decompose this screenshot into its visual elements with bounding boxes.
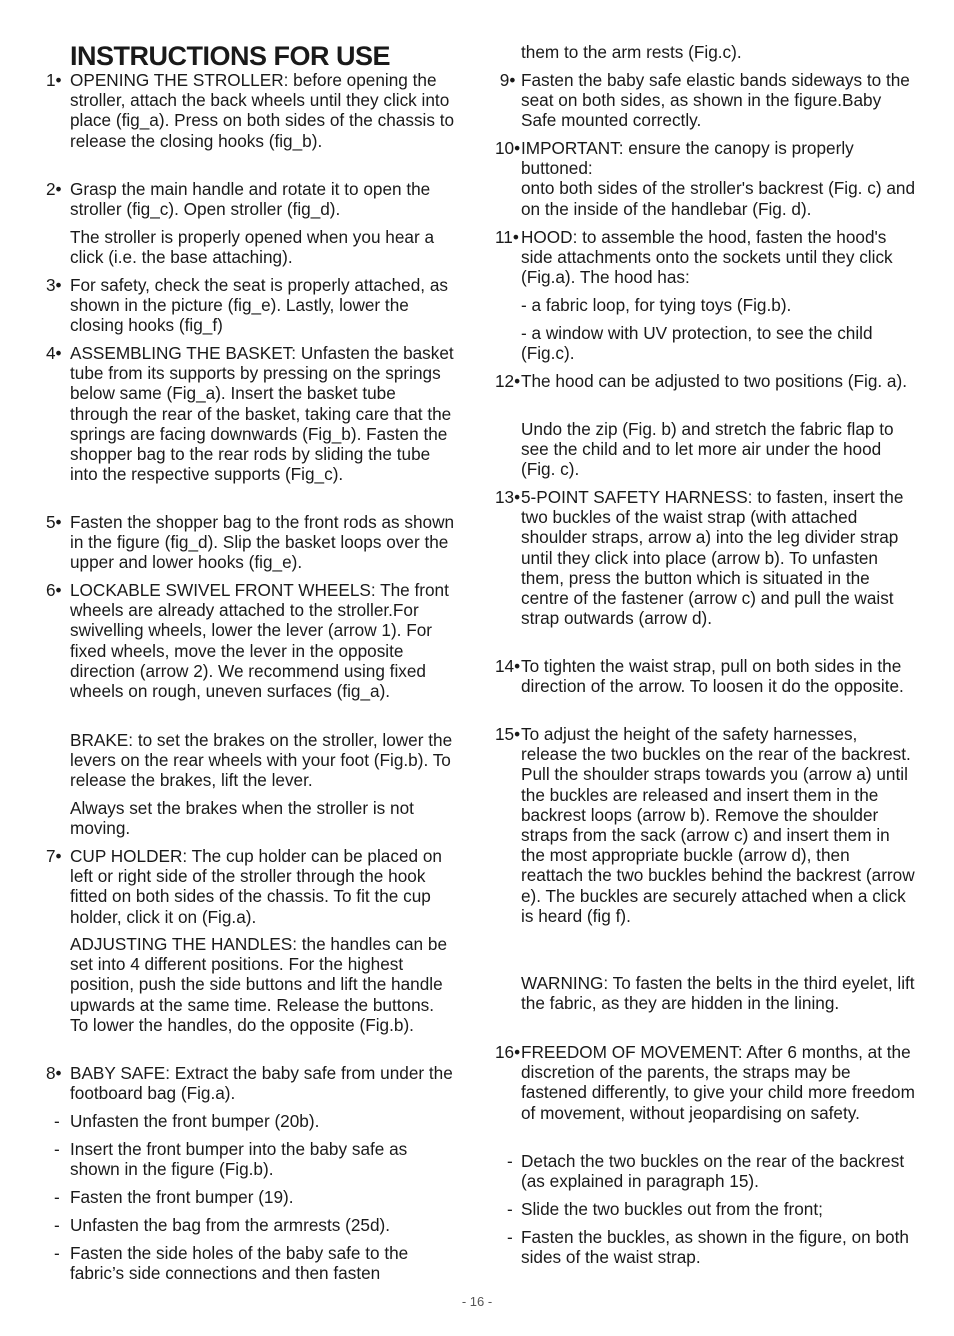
item-paragraph: them to the arm rests (Fig.c). xyxy=(521,42,742,62)
list-item-9 xyxy=(495,70,915,131)
list-item-7 xyxy=(46,846,456,927)
dash-bullet: - xyxy=(54,1243,60,1263)
item-text: To adjust the height of the safety harnesses, release the two buckles on the rear of the backrest. xyxy=(521,724,911,765)
dash-bullet: - xyxy=(54,1215,60,1235)
item-number: 6• xyxy=(46,580,62,600)
item-text: ASSEMBLING THE BASKET: Unfasten the basket tube from its supports by pressing on the springs below same (Fig_a). Insert the basket tube through the rear of the basket, taking care that the springs are facing downwards (Fig_b). Fasten the shopper bag to the rear rods by sliding the tube into the respective supports (Fig_c). xyxy=(70,343,454,485)
list-item-4 xyxy=(46,343,456,484)
sub-item xyxy=(495,1227,915,1267)
item-paragraph: ADJUSTING THE HANDLES: the handles can be set into 4 different positions. For the highest position, push the side buttons and lift the handle upwards at the same time. Release the buttons. To lower the handles, do the opposite (Fig.b). xyxy=(70,934,448,1035)
list-item-1 xyxy=(46,70,456,151)
item-number: 12• xyxy=(495,371,521,391)
item-number: 11• xyxy=(495,227,519,247)
sub-item-text: Detach the two buckles on the rear of the backrest (as explained in paragraph 15). xyxy=(521,1151,905,1192)
list-item-7-handles xyxy=(46,934,456,1035)
item-number: 8• xyxy=(46,1063,62,1083)
item-text: Fasten the shopper bag to the front rods as shown in the figure (fig_d). Slip the basket loops over the upper and lower hooks (fig_e). xyxy=(70,512,455,573)
list-item-2 xyxy=(46,179,456,219)
item-text: HOOD: to assemble the hood, fasten the hood's side attachments onto the sockets until they click (Fig.a). The hood has: xyxy=(521,227,893,288)
dash-bullet: - xyxy=(54,1187,60,1207)
item-number: 7• xyxy=(46,846,62,866)
dash-bullet: - xyxy=(54,1139,60,1159)
item-text: IMPORTANT: ensure the canopy is properly buttoned: xyxy=(521,138,854,179)
sub-item-text: Slide the two buckles out from the front; xyxy=(521,1199,823,1219)
item-paragraph: Undo the zip (Fig. b) and stretch the fabric flap to see the child and to let more air under the hood (Fig. c). xyxy=(521,419,894,480)
item-text: The hood can be adjusted to two positions (Fig. a). xyxy=(521,371,907,391)
item-number: 14• xyxy=(495,656,521,676)
sub-item-text: Fasten the buckles, as shown in the figure, on both sides of the waist strap. xyxy=(521,1227,909,1268)
list-item-15 xyxy=(495,724,915,926)
sub-item-text: Fasten the side holes of the baby safe to the fabric’s side connections and then fasten xyxy=(70,1243,409,1284)
sub-item xyxy=(46,1187,456,1207)
dash-bullet: - xyxy=(507,1227,513,1247)
list-item-6 xyxy=(46,580,456,701)
list-item-5 xyxy=(46,512,456,573)
sub-item-text: Unfasten the front bumper (20b). xyxy=(70,1111,320,1131)
sub-item xyxy=(495,1199,915,1219)
item-paragraph: - a window with UV protection, to see the child (Fig.c). xyxy=(521,323,873,364)
item-text: OPENING THE STROLLER: before opening the stroller, attach the back wheels until they click into place (fig_a). Press on both sides of the chassis to release the closing hooks (fig_b). xyxy=(70,70,455,151)
sub-item xyxy=(46,1243,456,1283)
dash-bullet: - xyxy=(507,1151,513,1171)
item-number: 13• xyxy=(495,487,521,507)
list-item-15-warning xyxy=(495,973,915,1013)
list-item-2-para xyxy=(46,227,456,267)
item-text: Fasten the baby safe elastic bands sideways to the seat on both sides, as shown in the figure.Baby Safe mounted correctly. xyxy=(521,70,910,131)
item-paragraph: The stroller is properly opened when you hear a click (i.e. the base attaching). xyxy=(70,227,435,268)
item-number: 9• xyxy=(495,70,516,90)
list-item-14 xyxy=(495,656,915,696)
list-item-11-window xyxy=(495,323,915,363)
item-text: Grasp the main handle and rotate it to open the stroller (fig_c). Open stroller (fig_d). xyxy=(70,179,431,220)
item-number: 3• xyxy=(46,275,62,295)
item-number: 15• xyxy=(495,724,521,744)
dash-bullet: - xyxy=(54,1111,60,1131)
item-text: To tighten the waist strap, pull on both sides in the direction of the arrow. To loosen it do the opposite. xyxy=(521,656,904,697)
item-text: BABY SAFE: Extract the baby safe from under the footboard bag (Fig.a). xyxy=(70,1063,453,1104)
item-paragraph: BRAKE: to set the brakes on the stroller, lower the levers on the rear wheels with your foot (Fig.b). To release the brakes, lift the lever. xyxy=(70,730,453,791)
item-paragraph: onto both sides of the stroller's backrest (Fig. c) and on the inside of the handlebar (Fig. d). xyxy=(521,178,916,219)
item-number: 1• xyxy=(46,70,62,90)
item-number: 16• xyxy=(495,1042,521,1062)
item-text: LOCKABLE SWIVEL FRONT WHEELS: The front wheels are already attached to the stroller.For swivelling wheels, lower the lever (arrow 1). For fixed wheels, move the lever in the opposite direction (arrow 2). We recommend using fixed wheels on rough, uneven surfaces (fig_a). xyxy=(70,580,449,702)
sub-item xyxy=(46,1215,456,1235)
list-item-11 xyxy=(495,227,915,288)
list-item-6-note xyxy=(46,798,456,838)
list-item-16 xyxy=(495,1042,915,1123)
sub-item-text: Insert the front bumper into the baby safe as shown in the figure (Fig.b). xyxy=(70,1139,408,1180)
item-text: CUP HOLDER: The cup holder can be placed on left or right side of the stroller through the hook fitted on both sides of the chassis. To fit the cup holder, click it on (Fig.a). xyxy=(70,846,442,927)
list-item-12 xyxy=(495,371,915,391)
page-title: INSTRUCTIONS FOR USE xyxy=(70,41,391,71)
warning-text: WARNING: To fasten the belts in the third eyelet, lift the fabric, as they are hidden in the lining. xyxy=(521,973,915,1014)
sub-item xyxy=(495,1151,915,1191)
item-number: 10• xyxy=(495,138,521,158)
dash-bullet: - xyxy=(507,1199,513,1219)
sub-item-text: Unfasten the bag from the armrests (25d). xyxy=(70,1215,391,1235)
sub-item-text: Fasten the front bumper (19). xyxy=(70,1187,294,1207)
item-number: 2• xyxy=(46,179,62,199)
continued-text xyxy=(495,42,915,62)
list-item-6-brake xyxy=(46,730,456,791)
sub-item xyxy=(46,1139,456,1179)
item-number: 4• xyxy=(46,343,62,363)
list-item-3 xyxy=(46,275,456,336)
item-text: FREEDOM OF MOVEMENT: After 6 months, at the discretion of the parents, the straps may be fastened differently, to give your child more freedom of movement, without jeopardising on safety. xyxy=(521,1042,915,1123)
list-item-12-zip xyxy=(495,419,915,480)
page-number: - 16 - xyxy=(461,1294,493,1309)
item-text: 5-POINT SAFETY HARNESS: to fasten, insert the two buckles of the waist strap (with attached shoulder straps, arrow a) into the leg divider strap until they click into place (arrow b). To unfasten them, press the button which is situated in the centre of the fastener (arrow c) and pull the waist strap outwards (arrow d). xyxy=(521,487,904,629)
item-paragraph: - a fabric loop, for tying toys (Fig.b). xyxy=(521,295,792,315)
item-number: 5• xyxy=(46,512,62,532)
item-text: For safety, check the seat is properly attached, as shown in the picture (fig_e). Lastly, lower the closing hooks (fig_f) xyxy=(70,275,448,336)
list-item-10 xyxy=(495,138,915,219)
list-item-11-loop xyxy=(495,295,915,315)
list-item-8 xyxy=(46,1063,456,1103)
list-item-13 xyxy=(495,487,915,628)
item-paragraph: Pull the shoulder straps towards you (arrow a) until the buckles are released and insert them in the backrest loops (arrow b). Remove the shoulder straps from the sack (arrow c) and insert them in the most appropriate buckle (arrow d), then reattach the two buckles behind the backrest (arrow e). The buckles are securely attached when a click is heard (fig f). xyxy=(521,764,915,926)
sub-item xyxy=(46,1111,456,1131)
item-paragraph: Always set the brakes when the stroller is not moving. xyxy=(70,798,414,839)
